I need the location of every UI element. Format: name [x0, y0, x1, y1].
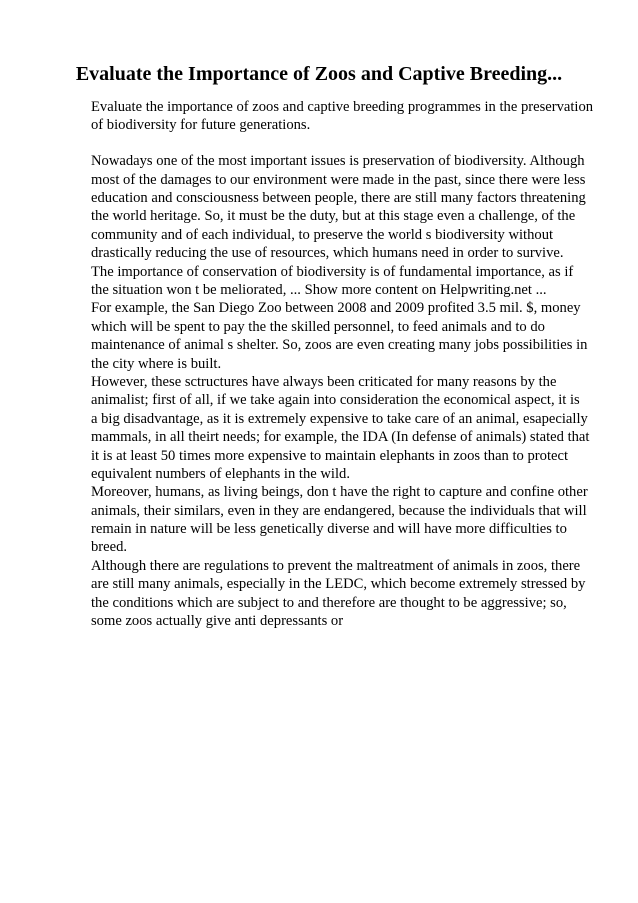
body-line: education and consciousness between people, there are still many factors threatening: [91, 190, 586, 207]
body-line: the conditions which are subject to and therefore are thought to be aggressive; so,: [91, 594, 567, 611]
body-line: Moreover, humans, as living beings, don t have the right to capture and confine other: [91, 484, 588, 501]
body-line: most of the damages to our environment were made in the past, since there were less: [91, 171, 586, 188]
body-line: a big disadvantage, as it is extremely expensive to take care of an animal, esapecially: [91, 410, 588, 427]
body-line: mammals, in all theirt needs; for example, the IDA (In defense of animals) stated that: [91, 429, 590, 446]
body-line: animals, their similars, even in they are endangered, because the individuals that will: [91, 502, 587, 519]
body-line: Although there are regulations to prevent the maltreatment of animals in zoos, there: [91, 557, 581, 574]
body-line: For example, the San Diego Zoo between 2008 and 2009 profited 3.5 mil. $, money: [91, 300, 581, 317]
body-line: the situation won t be meliorated, ... Show more content on Helpwriting.net ...: [91, 282, 547, 299]
body-line: some zoos actually give anti depressants or: [91, 613, 344, 630]
body-line: drastically reducing the use of resources, which humans need in order to survive.: [91, 245, 564, 262]
body-line: community and of each individual, to preserve the world s biodiversity without: [91, 226, 554, 243]
body-line: it is at least 50 times more expensive to maintain elephants in zoos than to protect: [91, 447, 569, 464]
body-line: animalist; first of all, if we take again into consideration the economical aspect, it is: [91, 392, 580, 409]
body-line: are still many animals, especially in the LEDC, which become extremely stressed by: [91, 576, 586, 593]
body-line: breed.: [91, 539, 128, 556]
document-title: Evaluate the Importance of Zoos and Captive Breeding...: [75, 63, 563, 85]
intro-line: of biodiversity for future generations.: [91, 117, 311, 134]
intro-line: Evaluate the importance of zoos and captive breeding programmes in the preservation: [91, 99, 594, 115]
paragraph-gap: [91, 135, 601, 153]
body-line: which will be spent to pay the the skilled personnel, to feed animals and to do: [91, 318, 545, 335]
body-line: maintenance of animal s shelter. So, zoos are even creating many jobs possibilities in: [91, 337, 588, 354]
body-line: However, these sctructures have always been criticated for many reasons by the: [91, 373, 557, 390]
body-line: The importance of conservation of biodiversity is of fundamental importance, as if: [91, 263, 574, 280]
body-line: remain in nature will be less genetically diverse and will have more difficulties to: [91, 521, 567, 538]
body-line: the city where is built.: [91, 355, 222, 372]
body-line: the world heritage. So, it must be the duty, but at this stage even a challenge, of the: [91, 208, 576, 225]
document-body: [91, 98, 601, 630]
body-line: equivalent numbers of elephants in the wild.: [91, 465, 350, 482]
body-line: Nowadays one of the most important issues is preservation of biodiversity. Although: [91, 153, 585, 170]
